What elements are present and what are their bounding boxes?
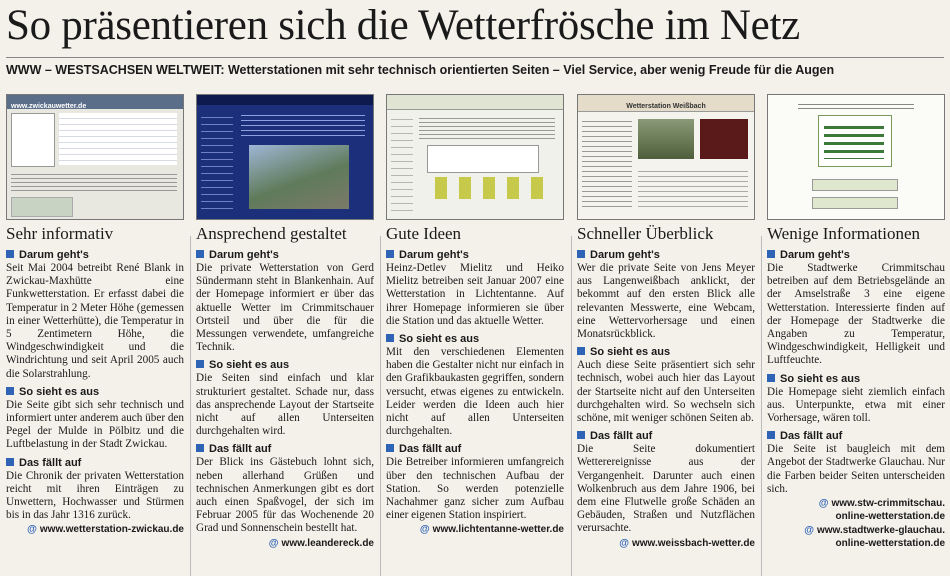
section-heading-why	[196, 248, 374, 262]
website-screenshot-3	[386, 94, 564, 220]
notice-text: Der Blick ins Gästebuch lohnt sich, neben allerhand Grüßen und technischen Anmerkungen gibt es dort auch einen Spaßvogel, der sich im Februar 2005 für das Wochenende 20 Grad und Sonnenschein bestellt hat.	[196, 456, 374, 535]
article-column-3	[386, 94, 564, 574]
bullet-square-icon	[6, 458, 14, 466]
bullet-square-icon	[767, 431, 775, 439]
subline: WWW – WESTSACHSEN WELTWEIT: Wetterstationen mit sehr technisch orientierten Seiten – Viel Service, aber wenig Freude für die Augen	[6, 63, 835, 77]
website-url[interactable]: www.stw-crimmitschau.	[831, 498, 945, 510]
at-icon: @	[268, 537, 279, 549]
why-text: Seit Mai 2004 betreibt René Blank in Zwickau-Maxhütte eine Funkwetterstation. Er erfasst dabei die Temperatur in 2 Meter Höhe (gemessen in einer Wetterhütte), die Temperatur in 5 Zentimetern Höhe, die Windgeschwindigkeit und die Windrichtung und seit April 2005 auch die Solarstrahlung.	[6, 262, 184, 380]
screenshot-text	[11, 171, 177, 191]
section-heading-notice	[767, 429, 945, 443]
bullet-square-icon	[386, 250, 394, 258]
at-icon: @	[804, 525, 814, 537]
bullet-square-icon	[767, 250, 775, 258]
column-divider	[761, 236, 762, 576]
website-screenshot-4	[577, 94, 755, 220]
screenshot-button	[812, 179, 898, 191]
bullet-square-icon	[196, 360, 204, 368]
website-link[interactable]	[767, 524, 945, 537]
section-heading-why	[767, 248, 945, 262]
website-screenshot-5	[767, 94, 945, 220]
section-label: Darum geht's	[590, 249, 660, 261]
screenshot-photo	[249, 145, 349, 209]
section-label: So sieht es aus	[209, 359, 290, 372]
screenshot-data-box	[11, 113, 55, 167]
article-column-1	[6, 94, 184, 574]
column-divider	[571, 236, 572, 576]
website-url[interactable]: online-wetterstation.de	[835, 538, 945, 550]
screenshot-link-table	[59, 113, 177, 165]
notice-text: Die Chronik der privaten Wetterstation reicht mit ihren Einträgen zu Unwettern, Hochwasser und Stürmen bis in das Jahr 1316 zurück.	[6, 469, 184, 522]
section-label: So sieht es aus	[590, 346, 671, 359]
website-url[interactable]: www.wetterstation-zwickau.de	[39, 524, 184, 536]
article-column-5	[767, 94, 945, 574]
why-text: Heinz-Detlev Mielitz und Heiko Mielitz betreiben seit Januar 2007 eine Wetterstation in Lichtentanne. Auf ihrer Homepage informieren sie über die Station und das aktuelle Wetter.	[386, 262, 564, 327]
bullet-square-icon	[577, 431, 585, 439]
section-label: Das fällt auf	[780, 430, 843, 443]
section-heading-notice	[6, 456, 184, 470]
website-link[interactable]	[577, 537, 755, 550]
section-label: Darum geht's	[780, 249, 850, 261]
website-url[interactable]: www.leandereck.de	[281, 537, 374, 549]
section-label: So sieht es aus	[399, 333, 480, 346]
look-text: Die Seiten sind einfach und klar strukturiert gestaltet. Schade nur, dass das ansprechende Layout der Startseite nicht auf allen Unterseiten durchgehalten wird.	[196, 372, 374, 438]
website-link[interactable]	[6, 523, 184, 536]
article-title: Schneller Überblick	[577, 224, 714, 243]
screenshot-text	[241, 111, 365, 137]
look-text: Die Seite gibt sich sehr technisch und informiert unter anderem auch über den Pegel der Mulde in Pölbitz und die Luftbelastung in der Stadt Zwickau.	[6, 398, 184, 451]
screenshot-nav-menu	[201, 111, 233, 211]
at-icon: @	[818, 498, 829, 510]
section-heading-why	[577, 248, 755, 262]
why-text: Wer die private Seite von Jens Meyer aus Langenweißbach anklickt, der bekommt auf den ersten Blick alle relevanten Messwerte, eine Webcam, eine Wettervorhersage und einen Monatsrückblick.	[577, 262, 755, 341]
why-text: Die Stadtwerke Crimmitschau betreiben auf dem Betriebsgelände an der Amselstraße 3 eine eigene Wetterstation. Interessierte finden auf der Homepage der Stadtwerke die Angaben zu Temperatur, Windgeschwindigkeit, Helligkeit und Luftfeuchte.	[767, 262, 945, 367]
screenshot-text	[798, 101, 914, 109]
section-heading-look	[577, 345, 755, 359]
section-heading-look	[386, 332, 564, 346]
at-icon: @	[27, 524, 37, 536]
website-url[interactable]: www.stadtwerke-glauchau.	[817, 525, 945, 537]
article-title: Gute Ideen	[386, 224, 462, 243]
look-text: Die Homepage sieht ziemlich einfach aus. Unterpunkte, etwa mit einer Vorhersage, wären toll.	[767, 385, 945, 425]
column-divider	[190, 236, 191, 576]
section-label: Das fällt auf	[19, 456, 82, 469]
website-link-cont[interactable]	[767, 510, 945, 523]
bullet-square-icon	[386, 334, 394, 342]
look-text: Mit den verschiedenen Elementen haben die Gestalter nicht nur einfach in den Grafikbaukasten gegriffen, sondern versucht, etwas eigenes zu entwickeln. Leider werden die Ideen auch hier nicht auf allen Unterseiten durchgehalten.	[386, 346, 564, 438]
screenshot-site-title: www.zwickauwetter.de	[11, 103, 87, 110]
bullet-square-icon	[767, 374, 775, 382]
section-heading-notice	[196, 442, 374, 456]
screenshot-site-title: Wetterstation Weißbach	[626, 103, 706, 110]
website-url[interactable]: www.lichtentanne-wetter.de	[432, 524, 564, 536]
website-link-cont[interactable]	[767, 537, 945, 550]
section-label: Das fällt auf	[399, 443, 462, 456]
screenshot-button	[812, 197, 898, 209]
screenshot-data-list	[582, 117, 632, 207]
screenshot-text	[638, 167, 748, 207]
notice-text: Die Seite dokumentiert Wetterereignisse aus der Vergangenheit. Darunter auch einen Wolkenbruch aus dem Jahre 1906, bei dem eine Flutwelle große Schäden an Gebäuden, Straßen und Nutzflächen verursachte.	[577, 443, 755, 535]
section-label: Das fällt auf	[590, 430, 653, 443]
section-heading-why	[6, 248, 184, 262]
section-label: Das fällt auf	[209, 443, 272, 456]
headline: So präsentieren sich die Wetterfrösche im Netz	[6, 2, 800, 49]
section-heading-look	[767, 372, 945, 386]
bullet-square-icon	[386, 444, 394, 452]
article-title: Ansprechend gestaltet	[196, 224, 347, 243]
screenshot-value-bars	[824, 121, 884, 159]
notice-text: Die Betreiber informieren umfangreich über den technischen Aufbau der Station. So werden potenzielle Nachahmer ganz sicher zum Aufbau einer eigenen Station inspiriert.	[386, 456, 564, 522]
screenshot-chart	[700, 119, 748, 159]
article-column-2	[196, 94, 374, 574]
notice-text: Die Seite ist baugleich mit dem Angebot der Stadtwerke Glauchau. Nur die Farben beider Seiten unterscheiden sich.	[767, 443, 945, 495]
section-label: Darum geht's	[399, 249, 469, 261]
bullet-square-icon	[196, 444, 204, 452]
at-icon: @	[419, 524, 430, 536]
section-heading-notice	[577, 429, 755, 443]
website-screenshot-2	[196, 94, 374, 220]
screenshot-nav-menu	[391, 113, 413, 213]
article-column-4	[577, 94, 755, 574]
column-divider	[380, 236, 381, 576]
screenshot-header-bar	[197, 95, 373, 105]
section-label: Darum geht's	[209, 249, 279, 261]
section-heading-why	[386, 248, 564, 262]
website-link[interactable]	[767, 497, 945, 510]
screenshot-webcam	[638, 119, 694, 159]
bullet-square-icon	[577, 250, 585, 258]
bullet-square-icon	[6, 387, 14, 395]
section-heading-notice	[386, 442, 564, 456]
screenshot-graphic	[11, 197, 73, 217]
section-label: Darum geht's	[19, 249, 89, 261]
website-url[interactable]: www.weissbach-wetter.de	[631, 537, 755, 549]
screenshot-data-table	[427, 145, 539, 173]
article-title: Wenige Informationen	[767, 224, 920, 243]
website-url[interactable]: online-wetterstation.de	[835, 511, 945, 523]
section-label: So sieht es aus	[780, 372, 861, 385]
website-link[interactable]	[196, 537, 374, 550]
bullet-square-icon	[577, 347, 585, 355]
screenshot-gauges	[423, 177, 543, 199]
bullet-square-icon	[6, 250, 14, 258]
screenshot-header-bar	[578, 95, 754, 112]
screenshot-text	[419, 115, 555, 139]
section-label: So sieht es aus	[19, 385, 100, 398]
look-text: Auch diese Seite präsentiert sich sehr technisch, wobei auch hier das Layout der Startseite nicht auf den Unterseiten durchgehalten wird. So wechseln sich schöne, mit weniger schönen Seiten ab.	[577, 359, 755, 425]
headline-rule	[6, 57, 944, 58]
bullet-square-icon	[196, 250, 204, 258]
section-heading-look	[6, 385, 184, 399]
screenshot-header-bar	[7, 95, 183, 109]
website-link[interactable]	[386, 523, 564, 536]
at-icon: @	[619, 537, 629, 549]
section-heading-look	[196, 358, 374, 372]
article-title: Sehr informativ	[6, 224, 114, 243]
screenshot-header-bar	[387, 95, 563, 110]
website-screenshot-1	[6, 94, 184, 220]
why-text: Die private Wetterstation von Gerd Sündermann steht in Blankenhain. Auf der Homepage informiert er über das aktuelle Wetter im Crimmitschauer Ortsteil und über die für die Messungen verwendete, umfangreiche Technik.	[196, 262, 374, 354]
